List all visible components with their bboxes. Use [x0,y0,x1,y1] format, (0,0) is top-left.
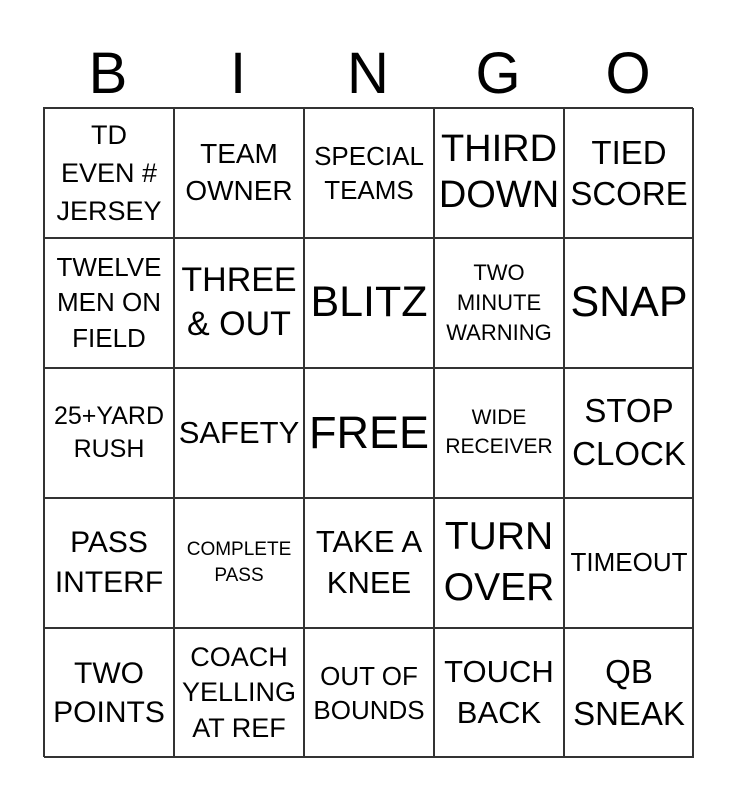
bingo-cell[interactable] [304,238,434,368]
bingo-cell[interactable] [434,498,564,628]
bingo-grid [43,107,693,757]
bingo-cell-label: TIED SCORE [570,133,688,212]
bingo-cell-label: SAFETY [178,415,300,451]
bingo-cell-label: TAKE A KNEE [315,524,423,600]
bingo-cell-label: STOP CLOCK [572,392,686,472]
bingo-cell-label: PASS INTERF [54,525,164,599]
bingo-cell-label: TD EVEN # JERSEY [56,119,162,227]
bingo-cell[interactable] [304,368,434,498]
bingo-cell[interactable] [174,238,304,368]
bingo-cell-label: 25+YARD RUSH [53,402,164,463]
bingo-cell-label: BLITZ [310,278,428,327]
bingo-cell[interactable] [434,368,564,498]
bingo-cell[interactable] [174,628,304,758]
bingo-cell[interactable] [434,628,564,758]
bingo-cell[interactable] [304,108,434,238]
bingo-cell[interactable] [564,628,694,758]
bingo-cell[interactable] [564,238,694,368]
bingo-cell[interactable] [304,628,434,758]
bingo-cell[interactable] [44,368,174,498]
bingo-cell-label: QB SNEAK [573,652,685,732]
bingo-cell[interactable] [564,108,694,238]
bingo-cell-label: SNAP [570,278,688,327]
bingo-cell-label: SPECIAL TEAMS [314,140,424,205]
bingo-cell-label: FREE [308,407,429,458]
bingo-cell-label: TEAM OWNER [185,138,293,206]
bingo-cell-label: TURN OVER [443,515,555,609]
header-letter-n: N [347,41,389,106]
bingo-cell[interactable] [44,628,174,758]
bingo-cell[interactable] [174,368,304,498]
bingo-cell[interactable] [44,108,174,238]
header-letter-b: B [88,41,128,106]
bingo-cell-label: THIRD DOWN [438,128,560,216]
bingo-cell-label: TWELVE MEN ON FIELD [56,252,162,353]
bingo-cell[interactable] [564,368,694,498]
header-letter-g: G [475,41,521,106]
bingo-cell-label: TWO POINTS [53,657,165,729]
bingo-cell-label: TWO MINUTE WARNING [446,260,552,345]
bingo-cell[interactable] [304,498,434,628]
bingo-cell[interactable] [174,108,304,238]
bingo-cell-label: COMPLETE PASS [186,538,292,586]
bingo-cell-label: COACH YELLING AT REF [181,641,297,743]
bingo-cell[interactable] [44,498,174,628]
bingo-cell-label: TIMEOUT [570,547,688,578]
bingo-header [43,40,693,108]
bingo-cell[interactable] [434,238,564,368]
bingo-cell-label: WIDE RECEIVER [445,406,553,458]
bingo-cell-label: THREE & OUT [181,261,297,343]
bingo-cell[interactable] [174,498,304,628]
bingo-cell[interactable] [44,238,174,368]
bingo-cell[interactable] [434,108,564,238]
bingo-cell-label: OUT OF BOUNDS [313,660,425,725]
bingo-cell-label: TOUCH BACK [444,654,554,730]
header-letter-o: O [605,41,651,106]
header-letter-i: I [229,41,247,106]
bingo-cell[interactable] [564,498,694,628]
